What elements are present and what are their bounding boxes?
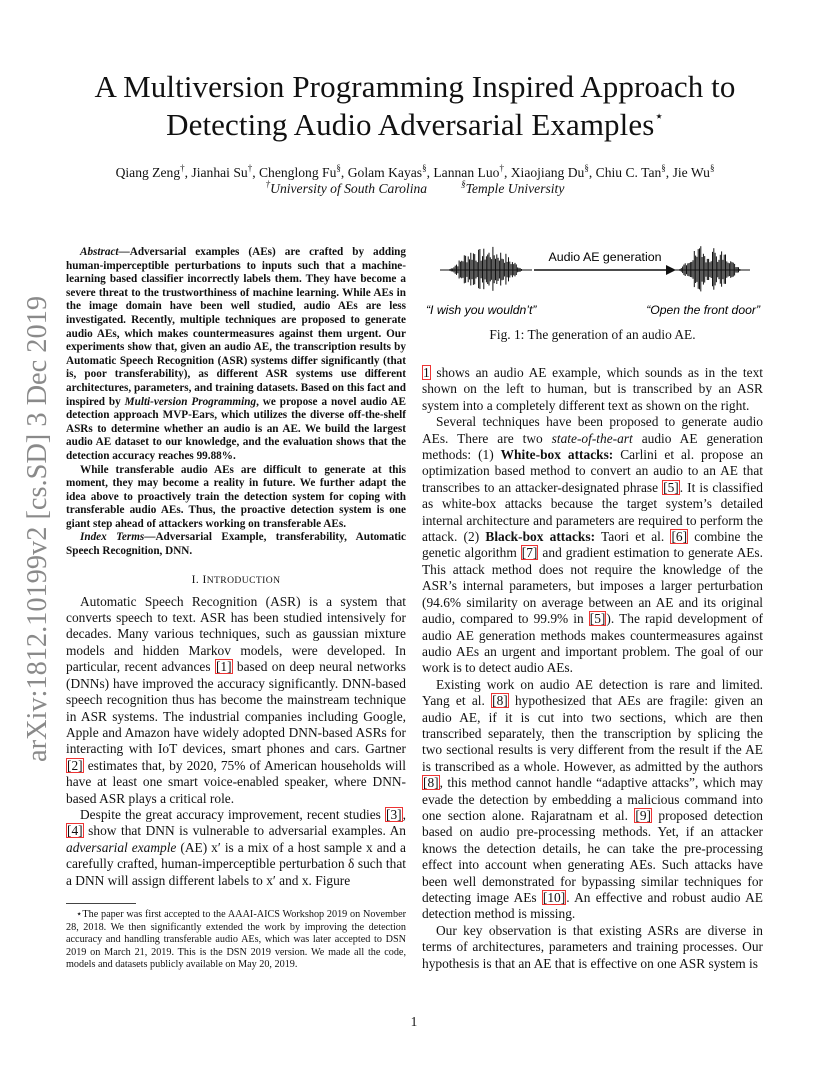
arxiv-id-text: arXiv:1812.10199v2 [cs.SD] 3 Dec 2019 [22, 293, 53, 762]
author-name: Chenglong Fu [258, 165, 337, 180]
left-column [66, 246, 406, 889]
waveform-right [670, 246, 750, 291]
author-name: Lannan Luo [433, 165, 500, 180]
author-affiliation-mark: † [180, 163, 185, 173]
page-number: 1 [410, 1014, 418, 1029]
affiliations: †University of South Carolina §Temple University [265, 179, 565, 196]
author-affiliation-mark: § [709, 163, 715, 173]
affiliation-temple: Temple University [465, 181, 565, 196]
section-heading-introduction: I. INTRODUCTION [191, 572, 281, 586]
author-name: Qiang Zeng [115, 165, 181, 180]
author-affiliation-mark: † [499, 163, 504, 173]
author-name: Chiu C. Tan [595, 165, 662, 180]
paper-title [40, 68, 790, 144]
footnote-rule [66, 903, 136, 904]
author-list: Qiang Zeng†, Jianhai Su†, Chenglong Fu§, Golam Kayas§, Lannan Luo†, Xiaojiang Du§, Chiu C. Tan§, Jie Wu§ [115, 163, 715, 180]
citation-7[interactable]: [7] [521, 545, 538, 561]
figure-ref-1[interactable]: 1 [423, 365, 430, 380]
right-column [422, 243, 763, 972]
author-affiliation-mark: § [661, 163, 666, 173]
author-affiliation-mark: § [336, 163, 341, 173]
arrow-head [666, 265, 676, 275]
author-name: Golam Kayas [347, 165, 423, 180]
author-affiliation-mark: § [422, 163, 427, 173]
title-footnote-mark: ⋆ [654, 109, 664, 125]
citation-3[interactable]: [3] [386, 806, 402, 822]
citation-1[interactable]: [1] [215, 659, 232, 675]
author-affiliation-mark: § [584, 163, 589, 173]
right-paragraph-3: Existing work on audio AE detection is rare and limited. Yang et al. [8] hypothesized that AEs are fragile: given an audio AE, if it is cut into two sections, which are then transcribed separately, then the transcription by splicing the two sectional results is very different from the result if the AE is transcribed as a whole. However, as admitted by the authors [8], this method cannot handle “adaptive attacks”, which may evade the detection by embedding a malicious command into one section alone. Rajaratnam et al. [9] proposed detection based on audio pre-processing methods. Yet, if an attacker knows the detection details, he can take the pre-processing effect into account when generating AEs. Such attacks have been well demonstrated for bypassing similar techniques for detecting image AEs [10]. An effective and robust audio AE detection method is missing. [422, 676, 763, 922]
author-name: Xiaojiang Du [510, 165, 585, 180]
arrow-label: Audio AE generation [548, 250, 662, 264]
author-name: Jie Wu [672, 165, 710, 180]
abstract: Abstract—Adversarial examples (AEs) are crafted by adding human-imperceptible perturbations to inputs such that a machine-learning based classifier incorrectly labels them. They have become a severe threat to the trustworthiness of machine learning. While AEs in the image domain have been well studied, audio AEs are less investigated. Recently, multiple techniques are proposed to generate audio AEs, which makes countermeasures against them urgent. Our experiments show that, given an audio AE, the transcription results by Automatic Speech Recognition (ASR) systems differ significantly (that is, poor transferability), as different ASR systems use different architectures, parameters, and training datasets. Based on this fact and inspired by Multi-version Programming, we propose a novel audio AE detection approach MVP-Ears, which utilizes the diverse off-the-shelf ASRs to determine whether an audio is an AE. We build the largest audio AE dataset to our knowledge, and the evaluation shows that the detection accuracy reaches 99.88%. [66, 246, 407, 462]
intro-paragraph-2: Despite the great accuracy improvement, recent studies [3], [4] show that DNN is vulnerable to adversarial examples. An adversarial example (AE) x′ is a mix of a host sample x and a carefully crafted, human-imperceptible perturbation δ such that a DNN will assign different labels to x′ and x. Figure [66, 806, 407, 888]
citation-5[interactable]: [5] [663, 479, 679, 495]
figure-1 [422, 243, 763, 321]
citation-5-repeat[interactable]: [5] [589, 611, 606, 627]
citation-6[interactable]: [6] [671, 529, 688, 545]
figure-caption: Fig. 1: The generation of an audio AE. [489, 327, 696, 342]
citation-9[interactable]: [9] [635, 807, 652, 823]
left-quote: “I wish you wouldn’t” [426, 303, 537, 317]
citation-2[interactable]: [2] [67, 757, 83, 773]
citation-8[interactable]: [8] [492, 693, 508, 709]
arxiv-identifier [6, 292, 62, 764]
citation-8-repeat[interactable]: [8] [423, 775, 439, 791]
intro-paragraph-1: Automatic Speech Recognition (ASR) is a system that converts speech to text. ASR has been studied intensively for decades. Many various techniques, such as gaussian mixture models and hidden Markov models, were developed. In particular, recent advances [1] based on deep neural networks (DNNs) have improved the accuracy significantly. DNN-based speech recognition thus has become the mainstream technique in ASR systems. The industrial companies including Google, Apple and Amazon have widely adopted DNN-based ASRs for interacting with IoT devices, smart phones and cars. Gartner [2] estimates that, by 2020, 75% of American households will have at least one smart voice-enabled speaker, where DNN-based ASR plays a critical role. [66, 593, 406, 806]
right-quote: “Open the front door” [646, 303, 760, 317]
right-paragraph-2: Several techniques have been proposed to generate audio AEs. There are two state-of-the-art audio AE generation methods: (1) White-box attacks: Carlini et al. propose an optimization based method to convert an audio to an AE that transcribes to an attacker-designated phrase [5]. It is classified as white-box attacks because the target system’s detailed internal architecture and parameters are required to perform the attack. (2) Black-box attacks: Taori et al. [6] combine the genetic algorithm [7] and gradient estimation to generate AEs. This attack method does not require the knowledge of the ASR’s internal parameters, but imposes a larger perturbation (94.6% similarity on average between an AE and its original audio, compared to 99.9% in [5]). The rapid development of audio AE generation methods makes countermeasures against audio AEs an urgent and important problem. The goal of our work is to detect audio AEs. [422, 414, 764, 676]
right-paragraph-4: Our key observation is that existing ASRs are diverse in terms of architectures, parameters and training processes. Our hypothesis is that an AE that is effective on one ASR system is [422, 922, 763, 971]
citation-10[interactable]: [10] [542, 890, 566, 905]
title-line-1: A Multiversion Programming Inspired Approach to [94, 69, 736, 104]
index-terms: Index Terms—Adversarial Example, transferability, Automatic Speech Recognition, DNN. [66, 531, 406, 558]
abstract-paragraph-2: While transferable audio AEs are difficult to generate at this moment, they may become a reality in future. We further adapt the idea above to proactively train the detection system for coping with transferable audio AEs. Thus, the proactive detection system is one giant step ahead of attackers working on transferable AEs. [66, 463, 406, 530]
author-affiliation-mark: † [247, 163, 253, 173]
footnote: ⋆The paper was first accepted to the AAAI-AICS Workshop 2019 on November 28, 2018. We then significantly extended the work by improving the detection accuracy and handling transferable audio AEs, which was later accepted to DSN 2019 on March 21, 2019. This is the DSN 2019 version. We made all the code, models and datasets publicly available on May 20, 2019. [66, 909, 406, 971]
author-name: Jianhai Su [191, 165, 248, 180]
citation-4[interactable]: [4] [67, 823, 83, 839]
waveform-left [440, 247, 532, 291]
affiliation-usc: University of South Carolina [270, 181, 428, 196]
title-line-2: Detecting Audio Adversarial Examples⋆ [166, 107, 664, 142]
right-paragraph-1: 1 shows an audio AE example, which sounds as in the text shown on the left to human, but is transcribed by an ASR system into a completely different text as shown on the right. [422, 365, 763, 413]
